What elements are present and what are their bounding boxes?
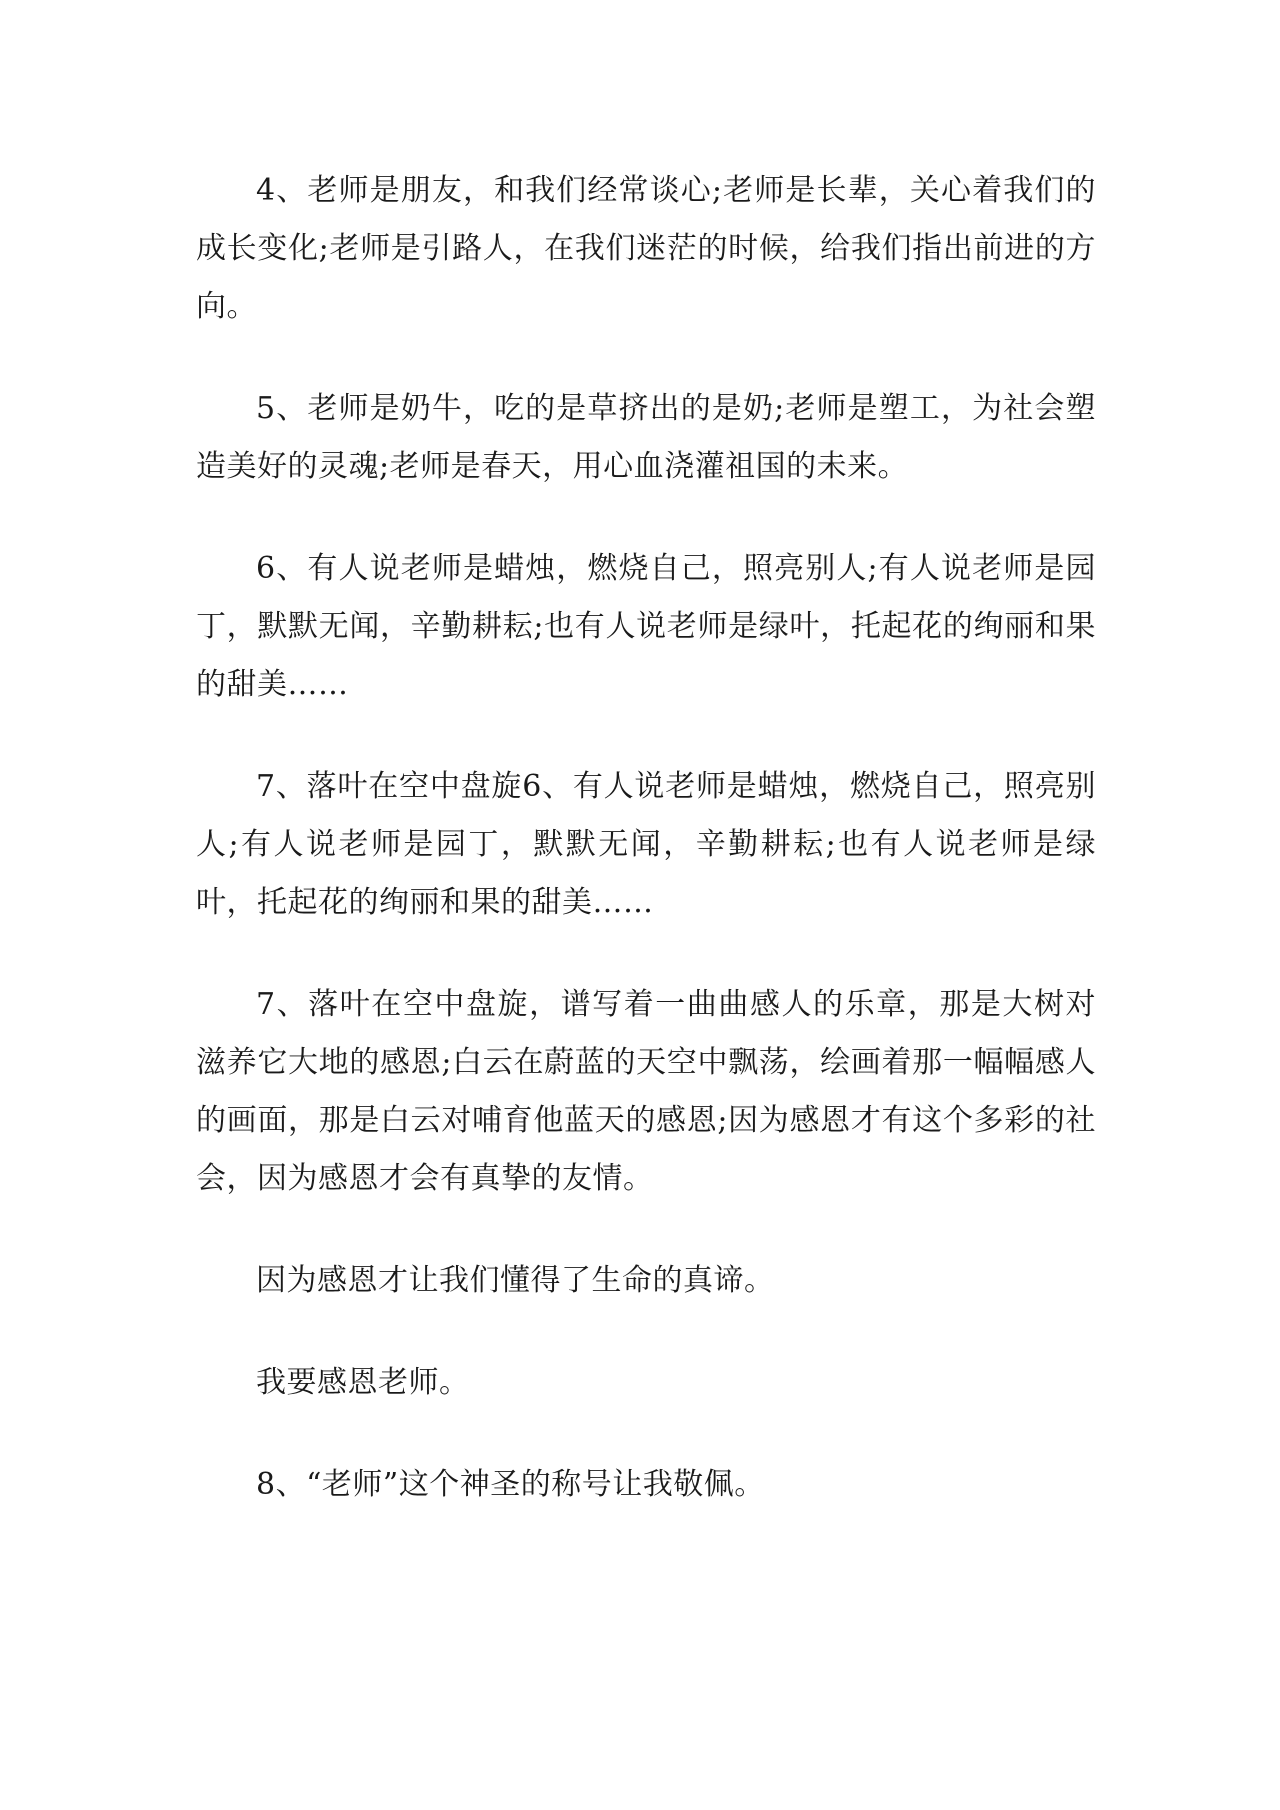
document-body: [196, 162, 1096, 1558]
paragraph-thank-teacher: 我要感恩老师。: [256, 1365, 470, 1400]
paragraph-6: 6、有人说老师是蜡烛，燃烧自己，照亮别人;有人说老师是园丁，默默无闻，辛勤耕耘;也有人说老师是绿叶，托起花的绚丽和果的甜美……: [196, 551, 1096, 702]
paragraph-7b: 7、落叶在空中盘旋，谱写着一曲曲感人的乐章，那是大树对滋养它大地的感恩;白云在蔚蓝的天空中飘荡，绘画着那一幅幅感人的画面，那是白云对哺育他蓝天的感恩;因为感恩才有这个多彩的社会，因为感恩才会有真挚的友情。: [196, 987, 1096, 1196]
paragraph-truth: 因为感恩才让我们懂得了生命的真谛。: [256, 1263, 775, 1298]
paragraph-4: 4、老师是朋友，和我们经常谈心;老师是长辈，关心着我们的成长变化;老师是引路人，在我们迷茫的时候，给我们指出前进的方向。: [196, 173, 1096, 324]
paragraph-5: 5、老师是奶牛，吃的是草挤出的是奶;老师是塑工，为社会塑造美好的灵魂;老师是春天，用心血浇灌祖国的未来。: [196, 391, 1096, 484]
paragraph-7a: 7、落叶在空中盘旋6、有人说老师是蜡烛，燃烧自己，照亮别人;有人说老师是园丁，默默无闻，辛勤耕耘;也有人说老师是绿叶，托起花的绚丽和果的甜美……: [196, 769, 1096, 920]
paragraph-8: 8、“老师”这个神圣的称号让我敬佩。: [256, 1467, 765, 1502]
